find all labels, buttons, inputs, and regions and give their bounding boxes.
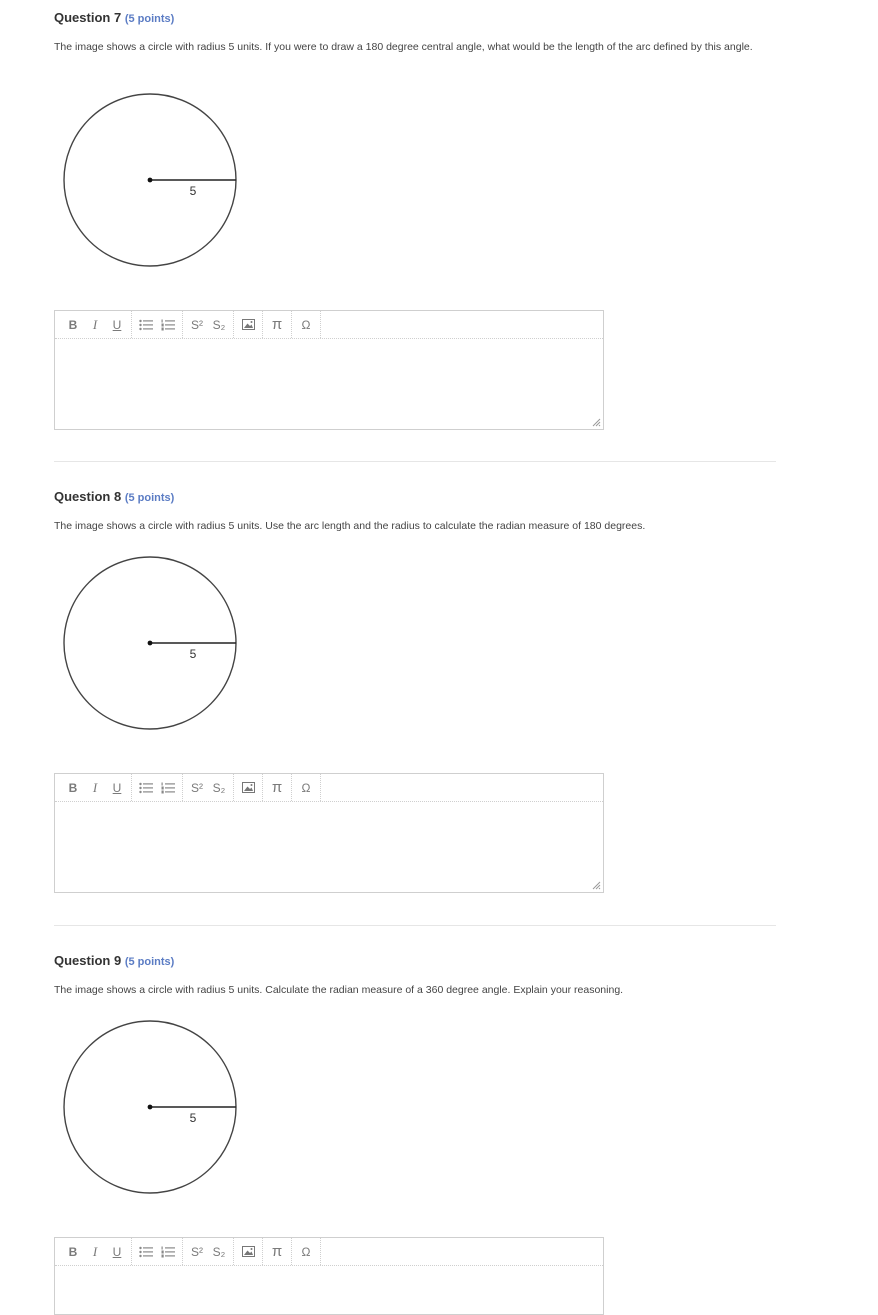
math-group bbox=[263, 774, 292, 801]
subscript-button[interactable]: S₂ bbox=[212, 1244, 226, 1259]
symbol-group bbox=[292, 774, 321, 801]
question-9 bbox=[54, 953, 776, 1260]
question-number: Question 9 bbox=[54, 953, 122, 968]
question-text: The image shows a circle with radius 5 units. Calculate the radian measure of a 360 degree angle. Explain your reasoning. bbox=[54, 984, 624, 996]
editor-toolbar bbox=[55, 311, 603, 339]
bold-button[interactable]: B bbox=[68, 780, 78, 795]
question-number: Question 8 bbox=[54, 489, 122, 504]
numbered-list-button[interactable] bbox=[157, 778, 179, 798]
list-group bbox=[132, 774, 183, 801]
center-point bbox=[148, 1105, 153, 1110]
center-point bbox=[148, 641, 153, 646]
image-group bbox=[234, 774, 263, 801]
numbered-list-button[interactable] bbox=[157, 1242, 179, 1262]
pi-button[interactable]: π bbox=[271, 316, 283, 333]
answer-editor bbox=[54, 773, 604, 893]
subscript-button[interactable]: S₂ bbox=[212, 780, 226, 795]
bulleted-list-icon bbox=[139, 782, 153, 794]
format-group bbox=[59, 1238, 132, 1265]
resize-handle-icon[interactable] bbox=[591, 417, 601, 427]
bulleted-list-icon bbox=[139, 1246, 153, 1258]
bulleted-list-button[interactable] bbox=[135, 778, 157, 798]
subscript-button[interactable]: S₂ bbox=[212, 317, 226, 332]
numbered-list-icon bbox=[161, 782, 175, 794]
question-divider bbox=[54, 925, 776, 926]
script-group bbox=[183, 774, 234, 801]
pi-button[interactable]: π bbox=[271, 779, 283, 796]
answer-textarea[interactable] bbox=[55, 339, 603, 429]
superscript-button[interactable]: S² bbox=[191, 780, 203, 795]
omega-button[interactable]: Ω bbox=[301, 780, 311, 795]
bold-button[interactable]: B bbox=[68, 1244, 78, 1259]
answer-textarea[interactable] bbox=[55, 802, 603, 892]
question-points: (5 points) bbox=[124, 956, 175, 968]
math-group bbox=[263, 1238, 292, 1265]
radius-label: 5 bbox=[189, 184, 197, 198]
question-number: Question 7 bbox=[54, 10, 122, 25]
underline-button[interactable]: U bbox=[112, 780, 122, 795]
answer-editor bbox=[54, 310, 604, 430]
answer-textarea[interactable] bbox=[55, 1266, 603, 1314]
math-group bbox=[263, 311, 292, 338]
question-text: The image shows a circle with radius 5 units. If you were to draw a 180 degree central angle, what would be the length of the arc defined by this angle. bbox=[54, 41, 753, 53]
format-group bbox=[59, 311, 132, 338]
image-icon bbox=[242, 1246, 255, 1257]
insert-image-button[interactable] bbox=[237, 315, 259, 335]
question-divider bbox=[54, 461, 776, 462]
list-group bbox=[132, 311, 183, 338]
circle-figure bbox=[62, 92, 238, 268]
editor-toolbar bbox=[55, 774, 603, 802]
circle-figure bbox=[62, 1019, 238, 1195]
circle-figure bbox=[62, 555, 238, 731]
insert-image-button[interactable] bbox=[237, 1242, 259, 1262]
italic-button[interactable]: I bbox=[92, 779, 98, 795]
question-points: (5 points) bbox=[124, 492, 175, 504]
list-group bbox=[132, 1238, 183, 1265]
pi-button[interactable]: π bbox=[271, 1243, 283, 1260]
superscript-button[interactable]: S² bbox=[191, 1244, 203, 1259]
editor-toolbar bbox=[55, 1238, 603, 1266]
image-icon bbox=[242, 782, 255, 793]
question-title bbox=[54, 489, 776, 506]
symbol-group bbox=[292, 1238, 321, 1265]
script-group bbox=[183, 311, 234, 338]
center-point bbox=[148, 178, 153, 183]
italic-button[interactable]: I bbox=[92, 1243, 98, 1259]
numbered-list-icon bbox=[161, 1246, 175, 1258]
omega-button[interactable]: Ω bbox=[301, 1244, 311, 1259]
question-title bbox=[54, 953, 776, 970]
script-group bbox=[183, 1238, 234, 1265]
underline-button[interactable]: U bbox=[112, 1244, 122, 1259]
question-points: (5 points) bbox=[124, 13, 175, 25]
image-group bbox=[234, 311, 263, 338]
numbered-list-icon bbox=[161, 319, 175, 331]
radius-label: 5 bbox=[189, 647, 197, 661]
insert-image-button[interactable] bbox=[237, 778, 259, 798]
italic-button[interactable]: I bbox=[92, 316, 98, 332]
omega-button[interactable]: Ω bbox=[301, 317, 311, 332]
image-icon bbox=[242, 319, 255, 330]
underline-button[interactable]: U bbox=[112, 317, 122, 332]
radius-label: 5 bbox=[189, 1111, 197, 1125]
format-group bbox=[59, 774, 132, 801]
bulleted-list-button[interactable] bbox=[135, 315, 157, 335]
numbered-list-button[interactable] bbox=[157, 315, 179, 335]
bulleted-list-icon bbox=[139, 319, 153, 331]
answer-editor bbox=[54, 1237, 604, 1315]
symbol-group bbox=[292, 311, 321, 338]
question-8 bbox=[54, 489, 776, 796]
image-group bbox=[234, 1238, 263, 1265]
bold-button[interactable]: B bbox=[68, 317, 78, 332]
resize-handle-icon[interactable] bbox=[591, 880, 601, 890]
question-text: The image shows a circle with radius 5 units. Use the arc length and the radius to calculate the radian measure of 180 degrees. bbox=[54, 520, 646, 532]
superscript-button[interactable]: S² bbox=[191, 317, 203, 332]
question-title bbox=[54, 10, 776, 27]
question-7 bbox=[54, 10, 776, 333]
bulleted-list-button[interactable] bbox=[135, 1242, 157, 1262]
